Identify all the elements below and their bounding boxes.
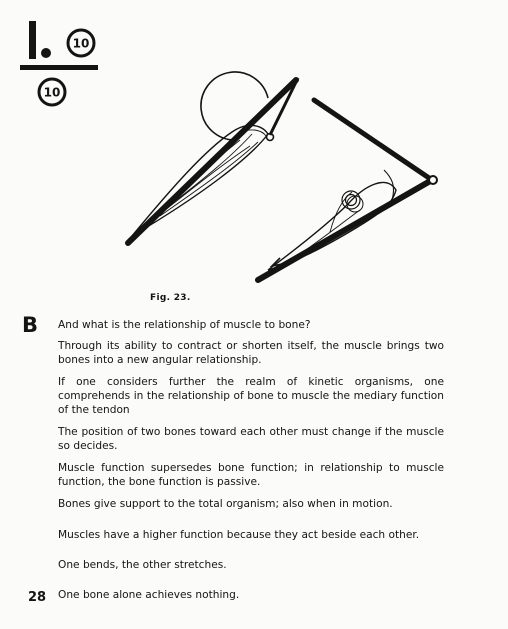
- badge-bottom-label: 10: [43, 85, 61, 100]
- left-bone-muscle-diagram: [128, 72, 298, 243]
- left-bone-long: [128, 80, 296, 243]
- paragraph: Muscles have a higher function because they act beside each other.: [58, 529, 420, 541]
- right-joint-pin: [429, 176, 437, 184]
- paragraph: One bends, the other stretches.: [58, 559, 227, 571]
- left-bone-tip: [270, 78, 298, 135]
- figure-caption: Fig. 23.: [150, 293, 191, 303]
- paragraph: The position of two bones toward each other must change if the muscle so decides.: [58, 426, 444, 452]
- right-bone-muscle-diagram: [258, 100, 437, 280]
- section-letter: B: [22, 313, 39, 337]
- paragraph: Bones give support to the total organism; also when in motion.: [58, 498, 393, 510]
- figure-23-illustration: [0, 0, 508, 300]
- paragraph: One bone alone achieves nothing.: [58, 589, 240, 601]
- page-number: 28: [28, 590, 47, 605]
- right-bone-upper: [314, 100, 432, 180]
- paragraph: Through its ability to contract or shorten itself, the muscle brings two bones into a new angular relationship.: [58, 340, 444, 366]
- badge-top-label: 10: [72, 36, 90, 51]
- paragraph: If one considers further the realm of kinetic organisms, one comprehends in the relationship of bone to muscle the mediary function of the tendon: [58, 376, 444, 416]
- paragraph-question: And what is the relationship of muscle to bone?: [58, 319, 311, 331]
- body-text: [58, 318, 444, 610]
- paragraph: Muscle function supersedes bone function; in relationship to muscle function, the bone function is passive.: [58, 462, 444, 488]
